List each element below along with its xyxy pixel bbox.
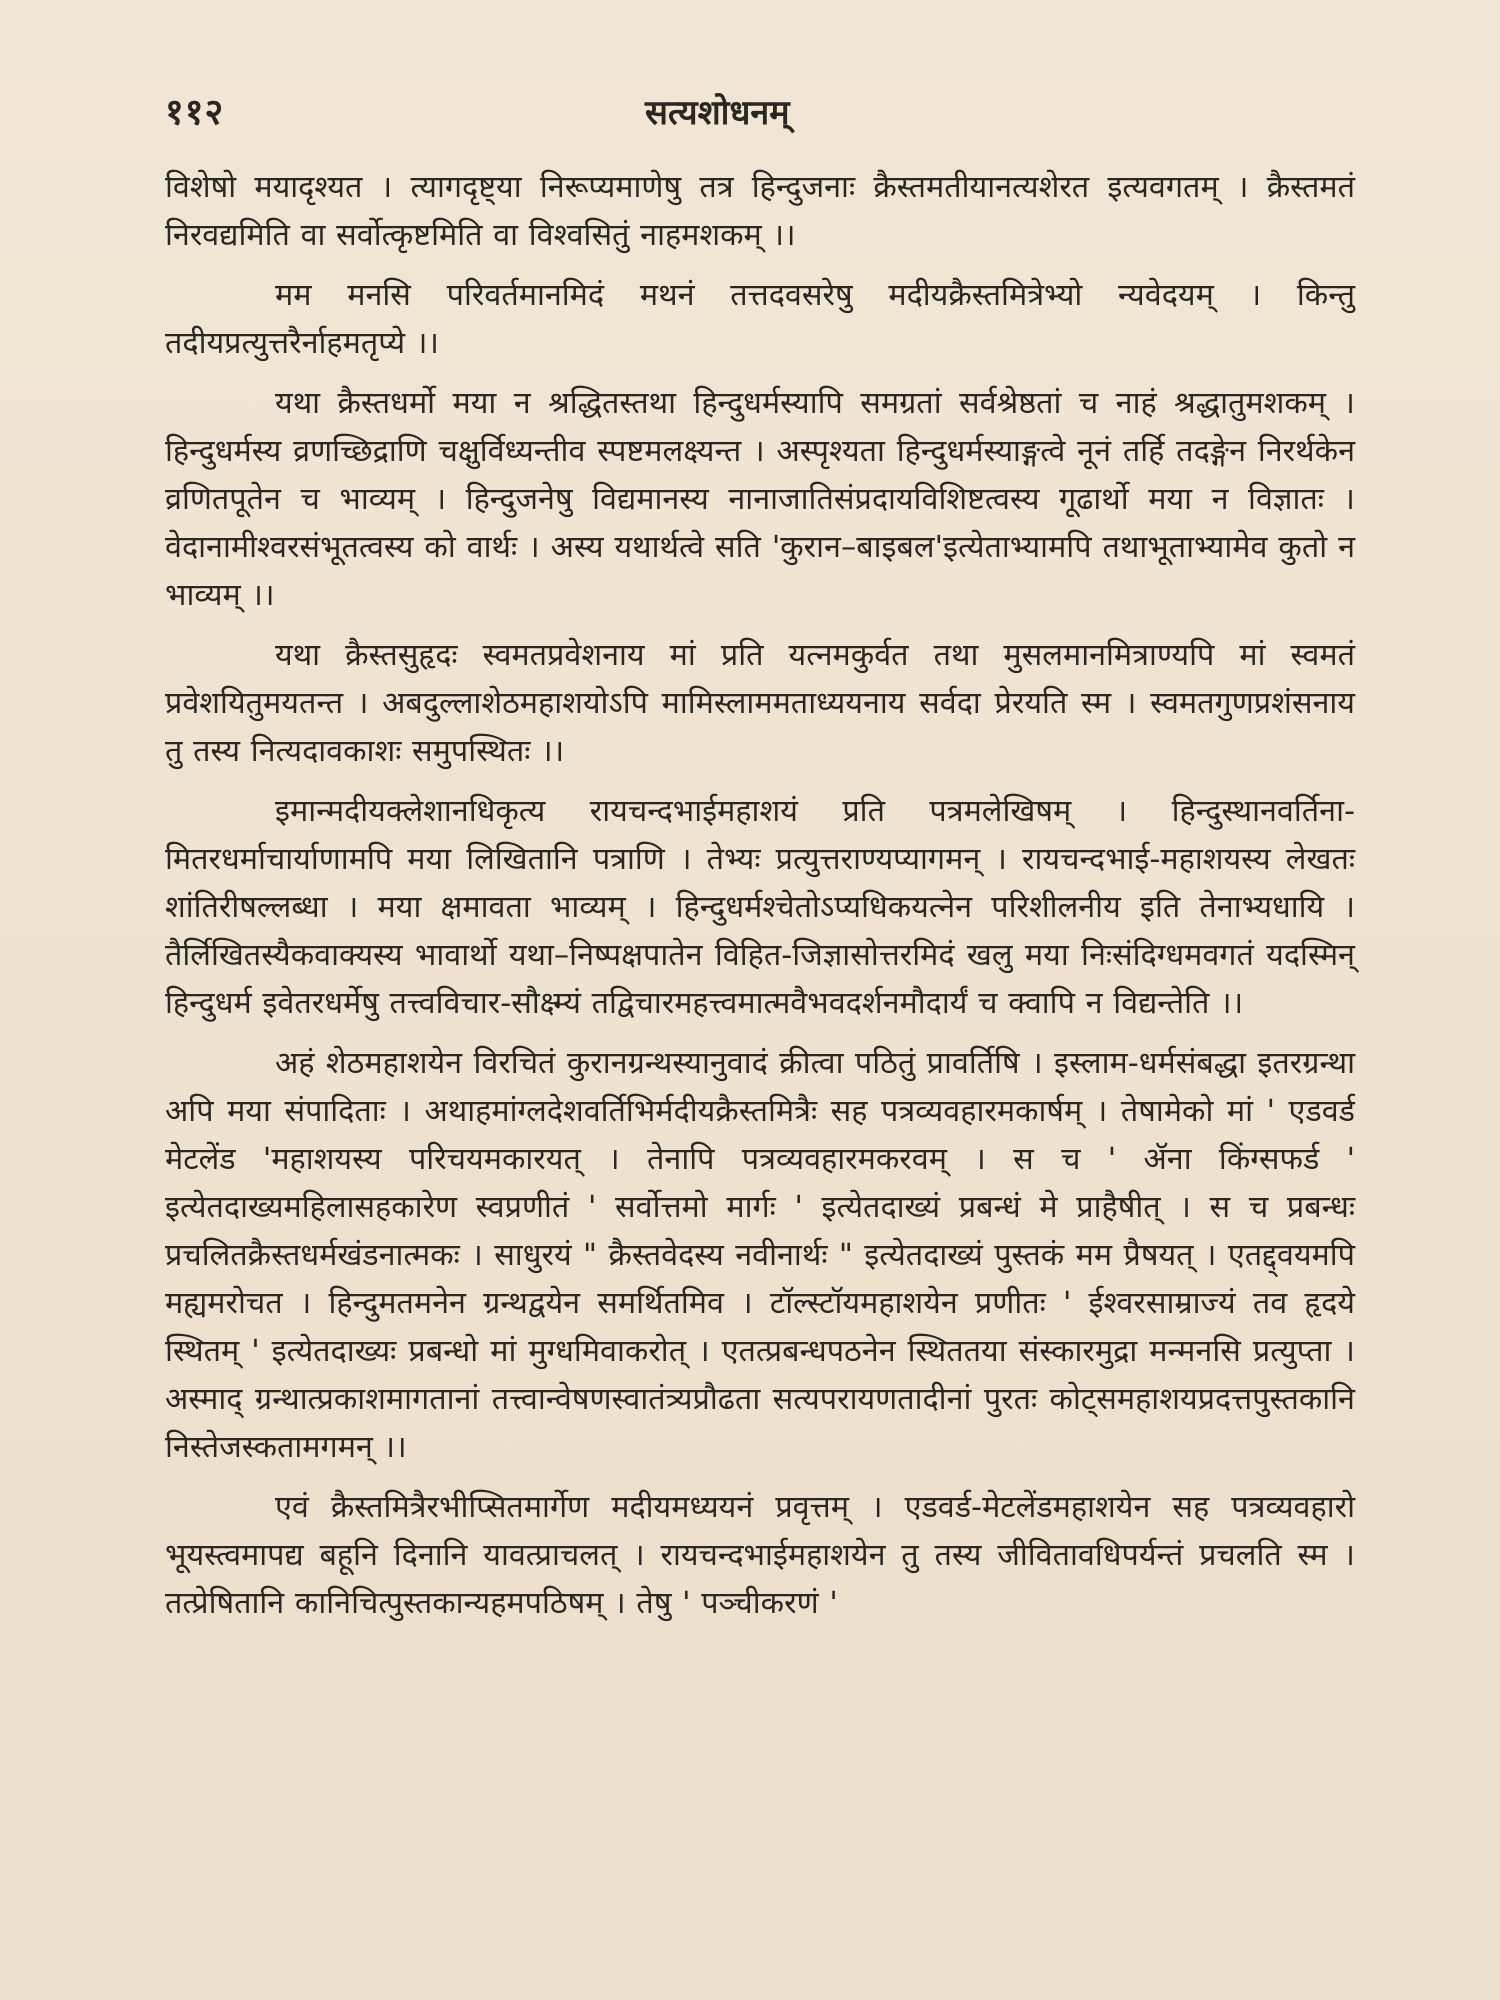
paragraph-1: विशेषो मयादृश्यत । त्यागदृष्ट्या निरूप्यमाणेषु तत्र हिन्दुजनाः क्रैस्तमतीयानत्यशेरत इत्यवगतम् । क्रैस्तमतं निरवद्यमिति वा सर्वोत्कृष्टमिति वा विश्वसितुं नाहमशकम् ।। (165, 170, 1355, 253)
body-text (165, 164, 1355, 1640)
paragraph-7: एवं क्रैस्तमित्रैरभीप्सितमार्गेण मदीयमध्ययनं प्रवृत्तम् । एडवर्ड-मेटलेंडमहाशयेन सह पत्रव्यवहारो भूयस्त्वमापद्य बहूनि दिनानि यावत्प्राचलत् । रायचन्दभाईमहाशयेन तु तस्य जीवितावधिपर्यन्तं प्रचलति स्म । तत्प्रेषितानि कानिचित्पुस्तकान्यहमपठिषम् । तेषु ' पञ्चीकरणं ' (165, 1490, 1355, 1621)
page-header (165, 86, 1350, 142)
paragraph-6: अहं शेठमहाशयेन विरचितं कुरानग्रन्थस्यानुवादं क्रीत्वा पठितुं प्रावर्तिषि । इस्लाम-धर्मसंबद्धा इतरग्रन्था अपि मया संपादिताः । अथाहमांग्लदेशवर्तिभिर्मदीयक्रैस्तमित्रैः सह पत्रव्यवहारमकार्षम् । तेषामेको मां ' एडवर्ड मेटलेंड 'महाशयस्य परिचयमकारयत् । तेनापि पत्रव्यवहारमकरवम् । स च ' ॲना किंग्सफर्ड ' इत्येतदाख्यमहिलासहकारेण स्वप्रणीतं ' सर्वोत्तमो मार्गः ' इत्येतदाख्यं प्रबन्धं मे प्राहैषीत् । स च प्रबन्धः प्रचलितक्रैस्तधर्मखंडनात्मकः । साधुरयं " क्रैस्तवेदस्य नवीनार्थः " इत्येतदाख्यं पुस्तकं मम प्रैषयत् । एतद्द्वयमपि मह्यमरोचत । हिन्दुमतमनेन ग्रन्थद्वयेन समर्थितमिव । टॉल्स्टॉयमहाशयेन प्रणीतः ' ईश्वरसाम्राज्यं तव हृदये स्थितम् ' इत्येतदाख्यः प्रबन्धो मां मुग्धमिवाकरोत् । एतत्प्रबन्धपठनेन स्थिततया संस्कारमुद्रा मन्मनसि प्रत्युप्ता । अस्माद् ग्रन्थात्प्रकाशमागतानां तत्त्वान्वेषणस्वातंत्र्यप्रौढता सत्यपरायणतादीनां पुरतः कोट्समहाशयप्रदत्तपुस्तकानि निस्तेजस्कतामगमन् ।। (165, 1046, 1355, 1465)
page-number: ११२ (165, 92, 225, 133)
paragraph-5: इमान्मदीयक्लेशानधिकृत्य रायचन्दभाईमहाशयं प्रति पत्रमलेखिषम् । हिन्दुस्थानवर्तिना-मितरधर्माचार्याणामपि मया लिखितानि पत्राणि । तेभ्यः प्रत्युत्तराण्यप्यागमन् । रायचन्दभाई-महाशयस्य लेखतः शांतिरीषल्लब्धा । मया क्षमावता भाव्यम् । हिन्दुधर्मश्चेतोऽप्यधिकयत्नेन परिशीलनीय इति तेनाभ्यधायि । तैर्लिखितस्यैकवाक्यस्य भावार्थो यथा–निष्पक्षपातेन विहित-जिज्ञासोत्तरमिदं खलु मया निःसंदिग्धमवगतं यदस्मिन् हिन्दुधर्म इवेतरधर्मेषु तत्त्वविचार-सौक्ष्म्यं तद्विचारमहत्त्वमात्मवैभवदर्शनमौदार्यं च क्वापि न विद्यन्तेति ।। (165, 794, 1355, 1021)
paragraph-3: यथा क्रैस्तधर्मो मया न श्रद्धितस्तथा हिन्दुधर्मस्यापि समग्रतां सर्वश्रेष्ठतां च नाहं श्रद्धातुमशकम् । हिन्दुधर्मस्य व्रणच्छिद्राणि चक्षुर्विध्यन्तीव स्पष्टमलक्ष्यन्त । अस्पृश्यता हिन्दुधर्मस्याङ्गत्वे नूनं तर्हि तदङ्गेन निरर्थकेन व्रणितपूतेन च भाव्यम् । हिन्दुजनेषु विद्यमानस्य नानाजातिसंप्रदायविशिष्टत्वस्य गूढार्थो मया न विज्ञातः । वेदानामीश्वरसंभूतत्वस्य को वार्थः । अस्य यथार्थत्वे सति 'कुरान–बाइबल'इत्येताभ्यामपि तथाभूताभ्यामेव कुतो न भाव्यम् ।। (165, 386, 1355, 613)
paragraph-4: यथा क्रैस्तसुहृदः स्वमतप्रवेशनाय मां प्रति यत्नमकुर्वत तथा मुसलमानमित्राण्यपि मां स्वमतं प्रवेशयितुमयतन्त । अबदुल्लाशेठमहाशयोऽपि मामिस्लाममताध्ययनाय सर्वदा प्रेरयति स्म । स्वमतगुणप्रशंसनाय तु तस्य नित्यदावकाशः समुपस्थितः ।। (165, 638, 1355, 769)
paragraph-2: मम मनसि परिवर्तमानमिदं मथनं तत्तदवसरेषु मदीयक्रैस्तमित्रेभ्यो न्यवेदयम् । किन्तु तदीयप्रत्युत्तरैर्नाहमतृप्ये ।। (165, 278, 1355, 361)
running-title: सत्यशोधनम् (645, 93, 790, 133)
